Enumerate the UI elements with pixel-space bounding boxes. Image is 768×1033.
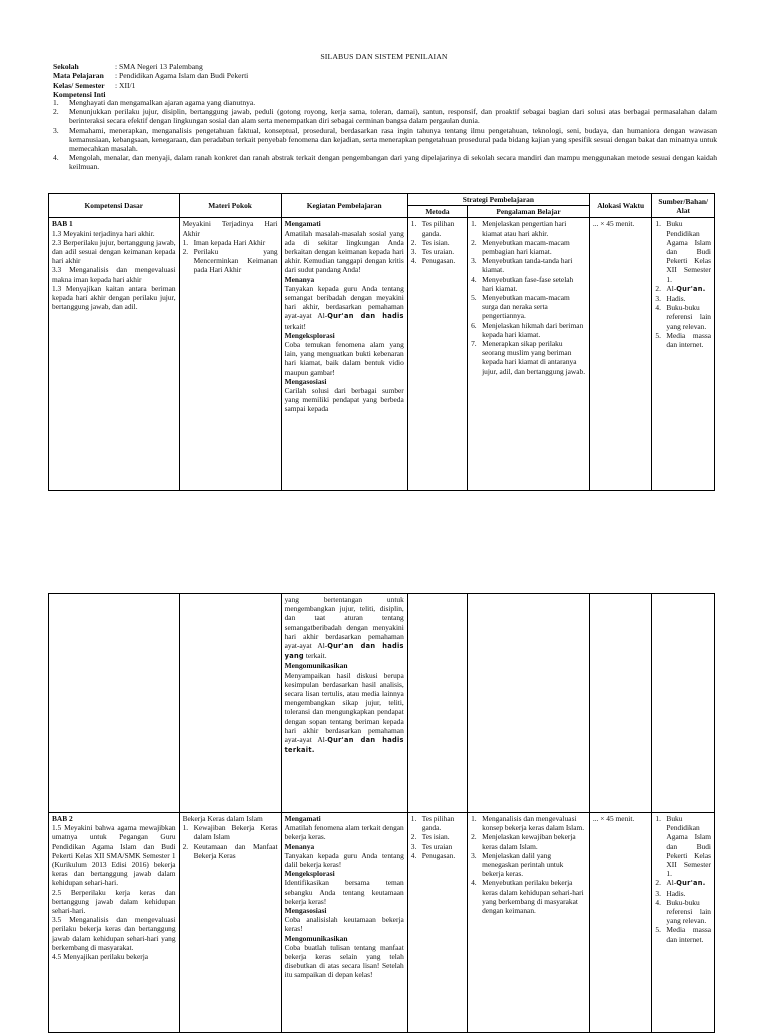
document-title: SILABUS DAN SISTEM PENILAIAN	[320, 52, 448, 61]
item-text: Menjelaskan kewajiban bekerja keras dalam Islam.	[482, 832, 576, 851]
materi-item	[183, 247, 278, 275]
item-text: Hadis.	[666, 294, 686, 304]
item-text: Iman kepada Hari Akhir	[193, 237, 266, 247]
materi-title: Bekerja Keras dalam Islam	[182, 814, 263, 823]
bab2-alokasi-cell	[589, 813, 652, 1033]
pengalaman-item	[471, 238, 586, 256]
item-text: Kewajiban Bekerja Keras dalam Islam	[193, 823, 278, 842]
metoda-item	[411, 832, 464, 841]
pengalaman-item	[471, 219, 586, 237]
step-text: Identifikasikan bersama teman sebangku Anda tentang keutamaan bekerja keras!	[284, 878, 404, 906]
item-text: Perilaku yang Mencerminkan Keimanan pada Hari Akhir	[193, 247, 278, 275]
ki-item	[53, 126, 717, 154]
step-heading: Menanya	[284, 274, 315, 284]
step-heading: Mengeksplorasi	[284, 330, 335, 340]
item-text: Tes pilihan ganda.	[421, 814, 455, 833]
sumber-item	[655, 889, 711, 898]
alokasi-text: ... × 45 menit.	[592, 219, 635, 229]
bab1-alokasi-cell	[589, 218, 652, 491]
item-num: 2.	[410, 237, 417, 247]
step-text	[285, 284, 404, 331]
item-text: Menyebutkan macam-macam surga dan neraka serta pengertiannya.	[482, 293, 570, 321]
meta-label: Kelas/ Semester	[53, 80, 105, 90]
arabic-term: Qur'an dan hadis yang	[284, 642, 404, 661]
ki-num: 3.	[53, 125, 59, 135]
bab2-title: BAB 2	[52, 814, 73, 823]
syllabus-table-2	[48, 593, 715, 1033]
metoda-item	[411, 238, 464, 247]
step-heading: Mengomunikasikan	[284, 933, 348, 943]
metoda-item	[411, 219, 464, 237]
bab2-kegiatan-cell	[281, 813, 407, 1033]
kd-item: 3.5 Menganalisis dan mengevaluasi perilaku bekerja keras dan bertanggung jawab dalam kehidupan sehari-hari yang berkembang di masyarakat.	[52, 915, 176, 952]
pengalaman-item	[471, 275, 586, 293]
ki-num: 1.	[53, 98, 59, 107]
sumber-item	[655, 878, 711, 888]
arabic-term: Qur'an.	[676, 284, 706, 293]
kd-item: 1.3 Meyakini terjadinya hari akhir.	[52, 228, 155, 238]
pengalaman-item	[471, 814, 586, 832]
ki-item	[53, 98, 717, 107]
kd-item: 2.5 Berperilaku kerja keras dan bertanggung jawab dalam kehidupan sehari-hari.	[52, 887, 176, 916]
text-run: Al-	[666, 878, 677, 888]
step-heading: Mengeksplorasi	[284, 869, 335, 879]
item-text: Tes uraian	[421, 841, 453, 851]
item-num: 5.	[655, 925, 661, 935]
bab1-kd-cell	[49, 218, 180, 491]
text-run: Menyampaikan hasil diskusi berupa kesimpulan berdasarkan hasil analisis, secara lisan tertulis, atau media lainnya mengembangkan sikap jujur, teliti, toleransi dan mengungkapkan pendapat dengan sopan tentang beriman kepada hari akhir berdasarkan pemahaman ayat-ayat Al-	[284, 670, 404, 745]
pengalaman-item	[471, 321, 586, 339]
ki-text: Mengolah, menalar, dan menyaji, dalam ranah konkret dan ranah abstrak terkait dengan pengembangan dari yang dipelajarinya di sekolah secara mandiri dan mampu menggunakan metode sesuai dengan kaidah keilmuan.	[69, 153, 717, 172]
bab2-sumber-cell	[652, 813, 715, 1033]
metoda-item	[411, 842, 464, 851]
meta-value: : Pendidikan Agama Islam dan Budi Pekerti	[115, 71, 249, 81]
item-num: 4.	[655, 897, 661, 907]
item-num: 3.	[655, 888, 661, 898]
cont-kd-cell	[49, 594, 180, 813]
text-run: terkait!	[284, 321, 306, 331]
item-text: Menerapkan sikap perilaku seorang muslim yang beriman kepada hari kiamat di antaranya jujur, adil, dan bertanggung jawab.	[482, 339, 586, 376]
cont-alokasi-cell	[589, 594, 652, 813]
item-text: Hadis.	[666, 888, 686, 898]
item-num: 2.	[182, 247, 189, 257]
item-text: Keutamaan dan Manfaat Bekerja Keras	[193, 841, 278, 860]
meta-value: : XII/1	[115, 80, 136, 90]
header-materi: Materi Pokok	[179, 194, 281, 218]
materi-title: Meyakini Terjadinya Hari Akhir	[182, 219, 278, 238]
item-num: 3.	[655, 294, 661, 304]
item-text: Penugasan.	[421, 850, 456, 860]
step-text: Amatilah masalah-masalah sosial yang ada di sekitar lingkungan Anda berkaitan dengan keimanan kepada hari akhir. Kemudian tanggapi dengan kritis dari sudut pandang Anda!	[284, 228, 404, 275]
ki-heading: Kompetensi Inti	[53, 90, 106, 100]
materi-item	[183, 842, 278, 860]
item-text: Media massa dan internet.	[666, 330, 711, 350]
meta-label: Sekolah	[53, 62, 79, 71]
item-num: 2.	[182, 841, 189, 851]
ki-item	[53, 153, 717, 171]
item-num: 4.	[471, 878, 477, 888]
header-pengalaman: Pengalaman Belajar	[468, 206, 590, 218]
item-text: Buku-buku referensi lain yang relevan.	[666, 303, 711, 331]
item-num: 6.	[471, 320, 477, 330]
step-text: Coba buatlah tulisan tentang manfaat bekerja keras selain yang telah disebutkan di atas secara lisan! Setelah itu sampaikan di depan kelas!	[284, 942, 404, 980]
header-kegiatan: Kegiatan Pembelajaran	[281, 194, 407, 218]
ki-text: Menghayati dan mengamalkan ajaran agama yang dianutnya.	[69, 98, 256, 107]
alokasi-text: ... × 45 menit.	[592, 814, 635, 823]
metoda-item	[411, 851, 464, 860]
step-heading: Mengamati	[284, 219, 321, 229]
item-num: 3.	[410, 841, 417, 851]
metoda-item	[411, 256, 464, 265]
header-kd: Kompetensi Dasar	[49, 194, 180, 218]
sumber-item	[655, 303, 711, 331]
item-num: 1.	[655, 814, 661, 823]
arabic-term: Qur'an dan hadis terkait.	[284, 736, 404, 755]
item-num: 1.	[410, 814, 417, 823]
item-num: 1.	[182, 237, 189, 247]
sumber-item	[655, 284, 711, 294]
item-text: Menganalisis dan mengevaluasi konsep bekerja keras dalam Islam.	[482, 814, 585, 833]
item-text	[666, 284, 711, 294]
sumber-item	[655, 925, 711, 943]
pengalaman-item	[471, 293, 586, 321]
sumber-item	[655, 898, 711, 926]
header-strategi: Strategi Pembelajaran	[407, 194, 589, 206]
kd-item: 1.3 Menyajikan kaitan antara beriman kepada hari akhir dengan perilaku jujur, bertanggung jawab, dan adil.	[52, 283, 176, 312]
bab2-materi-cell	[179, 813, 281, 1033]
item-text: Menyebutkan fase-fase setelah hari kiamat.	[482, 274, 574, 293]
item-num: 3.	[471, 256, 477, 266]
item-num: 4.	[655, 303, 661, 313]
item-text: Tes uraian.	[421, 247, 455, 257]
kd-item: 2.3 Berperilaku jujur, bertanggung jawab, dan adil sesuai dengan keimanan kepada hari akhir	[52, 237, 176, 266]
ki-text: Menunjukkan perilaku jujur, disiplin, bertanggung jawab, peduli (gotong royong, kerja sama, toleran, damai), santun, responsif, dan proaktif sebagai bagian dari solusi atas berbagai permasalahan dalam berinteraksi secara efektif dengan lingkungan sosial dan alam serta menempatkan diri sebagai cerminan bangsa dalam pergaulan dunia.	[69, 107, 717, 126]
item-num: 4.	[471, 274, 477, 284]
item-text: Menjelaskan hikmah dari beriman kepada hari kiamat.	[482, 320, 584, 339]
item-text: Tes pilihan ganda.	[421, 219, 455, 238]
bab1-materi-cell	[179, 218, 281, 491]
cont-materi-cell	[179, 594, 281, 813]
metoda-item	[411, 814, 464, 832]
header-sumber: Sumber/Bahan/ Alat	[652, 194, 715, 218]
bab1-metoda-cell	[407, 218, 467, 491]
item-num: 7.	[471, 339, 477, 349]
ki-num: 2.	[53, 107, 59, 117]
text-run: Al-	[666, 283, 677, 293]
item-num: 3.	[410, 247, 417, 257]
bab2-pengalaman-cell	[468, 813, 590, 1033]
item-num: 2.	[471, 832, 477, 842]
item-num: 2.	[655, 283, 661, 293]
kd-item: 1.5 Meyakini bahwa agama mewajibkan umatnya untuk Pegangan Guru Pendidikan Agama Islam dan Budi Pekerti Kelas XII SMA/SMK Semester 1 (Kurikulum 2013 Edisi 2016) bekerja keras dan bertanggung jawab dalam kehidupan sehari-hari.	[52, 823, 176, 888]
step-text: Coba temukan fenomena alam yang lain, yang menguatkan bukti kebenaran hari kiamat, baik dalam bentuk vidio maupun gambar!	[284, 340, 404, 377]
sumber-item	[655, 331, 711, 349]
item-num: 4.	[410, 850, 417, 860]
cont-pengalaman-cell	[468, 594, 590, 813]
item-num: 3.	[471, 850, 477, 860]
item-num: 1.	[471, 219, 477, 229]
materi-item	[183, 823, 278, 841]
arabic-term: Qur'an dan hadis	[327, 312, 404, 321]
ki-num: 4.	[53, 153, 59, 163]
metoda-item	[411, 247, 464, 256]
text-run: Tanyakan kepada guru Anda tentang semangat beribadah dengan meyakini hari akhir, berdasarkan pemahaman ayat-ayat Al-	[284, 283, 404, 321]
step-heading: Mengasosiasi	[284, 376, 327, 386]
meta-row-sekolah	[53, 62, 248, 71]
ki-item	[53, 107, 717, 125]
bab1-title: BAB 1	[52, 219, 73, 229]
sumber-item	[655, 294, 711, 303]
sumber-item	[655, 219, 711, 283]
cont-kegiatan-cell	[281, 594, 407, 813]
item-text: Media massa dan internet.	[666, 925, 711, 944]
item-num: 1.	[471, 814, 477, 823]
pengalaman-item	[471, 878, 586, 915]
item-text: Menjelaskan pengertian hari kiamat atau hari akhir.	[482, 219, 567, 238]
step-text: Tanyakan kepada guru Anda tentang dalil bekerja keras!	[284, 850, 404, 870]
syllabus-table-1	[48, 193, 715, 491]
step-text: Coba analisislah keutamaan bekerja keras!	[284, 915, 404, 934]
bab1-pengalaman-cell	[468, 218, 590, 491]
step-text	[285, 595, 404, 661]
meta-label: Mata Pelajaran	[53, 71, 104, 81]
header-metoda: Metoda	[407, 206, 467, 218]
kd-item: 3.3 Menganalisis dan mengevaluasi makna iman kepada hari akhir	[52, 265, 176, 284]
item-text: Buku-buku referensi lain yang relevan.	[666, 897, 711, 926]
bab2-metoda-cell	[407, 813, 467, 1033]
text-run: terkait.	[303, 651, 327, 661]
item-num: 4.	[410, 256, 417, 266]
cont-metoda-cell	[407, 594, 467, 813]
text-run: yang bertentangan untuk mengembangkan jujur, teliti, disiplin, dan taat aturan tentang semangatberibadah dengan menyakini hari akhir berdasarkan pemahaman ayat-ayat Al-	[284, 595, 404, 651]
meta-row-mapel	[53, 71, 248, 80]
pengalaman-item	[471, 832, 586, 850]
item-text: Buku Pendidikan Agama Islam dan Budi Pekerti Kelas XII Semester 1.	[666, 814, 711, 879]
step-text: Carilah solusi dari berbagai sumber yang memiliki pendapat yang berbeda sampai kepada	[284, 386, 404, 414]
arabic-term: Qur'an.	[676, 879, 706, 888]
identity-block	[53, 62, 248, 100]
bab2-kd-cell	[49, 813, 180, 1033]
item-num: 2.	[655, 878, 661, 888]
item-text: Tes isian.	[421, 832, 450, 842]
item-num: 2.	[471, 237, 477, 247]
item-text: Menjelaskan dalil yang menegaskan perintah untuk bekerja keras.	[482, 850, 564, 879]
item-text	[666, 878, 711, 888]
item-text: Menyebutkan perilaku bekerja keras dalam kehidupan sehari-hari yang berkembang di masyarakat dengan keimanan.	[482, 878, 584, 916]
item-num: 1.	[655, 219, 661, 229]
step-heading: Mengomunikasikan	[284, 661, 348, 671]
pengalaman-item	[471, 851, 586, 879]
item-text: Menyebutkan tanda-tanda hari kiamat.	[482, 256, 573, 275]
kd-item: 4.5 Menyajikan perilaku bekerja	[52, 952, 149, 962]
bab1-kegiatan-cell	[281, 218, 407, 491]
item-text: Tes isian.	[421, 237, 450, 247]
item-text: Buku Pendidikan Agama Islam dan Budi Pekerti Kelas XII Semester 1.	[666, 219, 711, 284]
item-num: 2.	[410, 832, 417, 842]
step-heading: Mengasosiasi	[284, 906, 327, 916]
ki-list	[53, 98, 717, 172]
meta-value: : SMA Negeri 13 Palembang	[115, 62, 203, 71]
item-text: Menyebutkan macam-macam pembagian hari kiamat.	[482, 237, 570, 257]
cont-sumber-cell	[652, 594, 715, 813]
header-alokasi: Alokasi Waktu	[589, 194, 652, 218]
step-text: Amatilah fenomena alam terkait dengan bekerja keras.	[284, 823, 404, 842]
pengalaman-item	[471, 256, 586, 274]
item-num: 1.	[182, 823, 189, 833]
bab1-sumber-cell	[652, 218, 715, 491]
item-text: Penugasan.	[421, 256, 456, 266]
item-num: 5.	[471, 293, 477, 303]
materi-item	[183, 238, 278, 247]
sumber-item	[655, 814, 711, 878]
step-text	[285, 671, 404, 756]
step-heading: Menanya	[284, 841, 315, 851]
pengalaman-item	[471, 339, 586, 376]
meta-row-kelas	[53, 81, 248, 90]
item-num: 1.	[410, 219, 417, 229]
step-heading: Mengamati	[284, 814, 321, 823]
ki-text: Memahami, menerapkan, menganalisis pengetahuan faktual, konseptual, prosedural, berdasarkan rasa ingin tahunya tentang ilmu pengetahuan, teknologi, seni, budaya, dan humaniora dengan wawasan kemanusiaan, kebangsaan, kenegaraan, dan peradaban terkait penyebab fenomena dan kejadian, serta menerapkan pengetahuan prosedural pada bidang kajian yang spesifik sesuai dengan bakat dan minatnya untuk memecahkan masalah.	[69, 125, 717, 154]
item-num: 5.	[655, 330, 661, 340]
